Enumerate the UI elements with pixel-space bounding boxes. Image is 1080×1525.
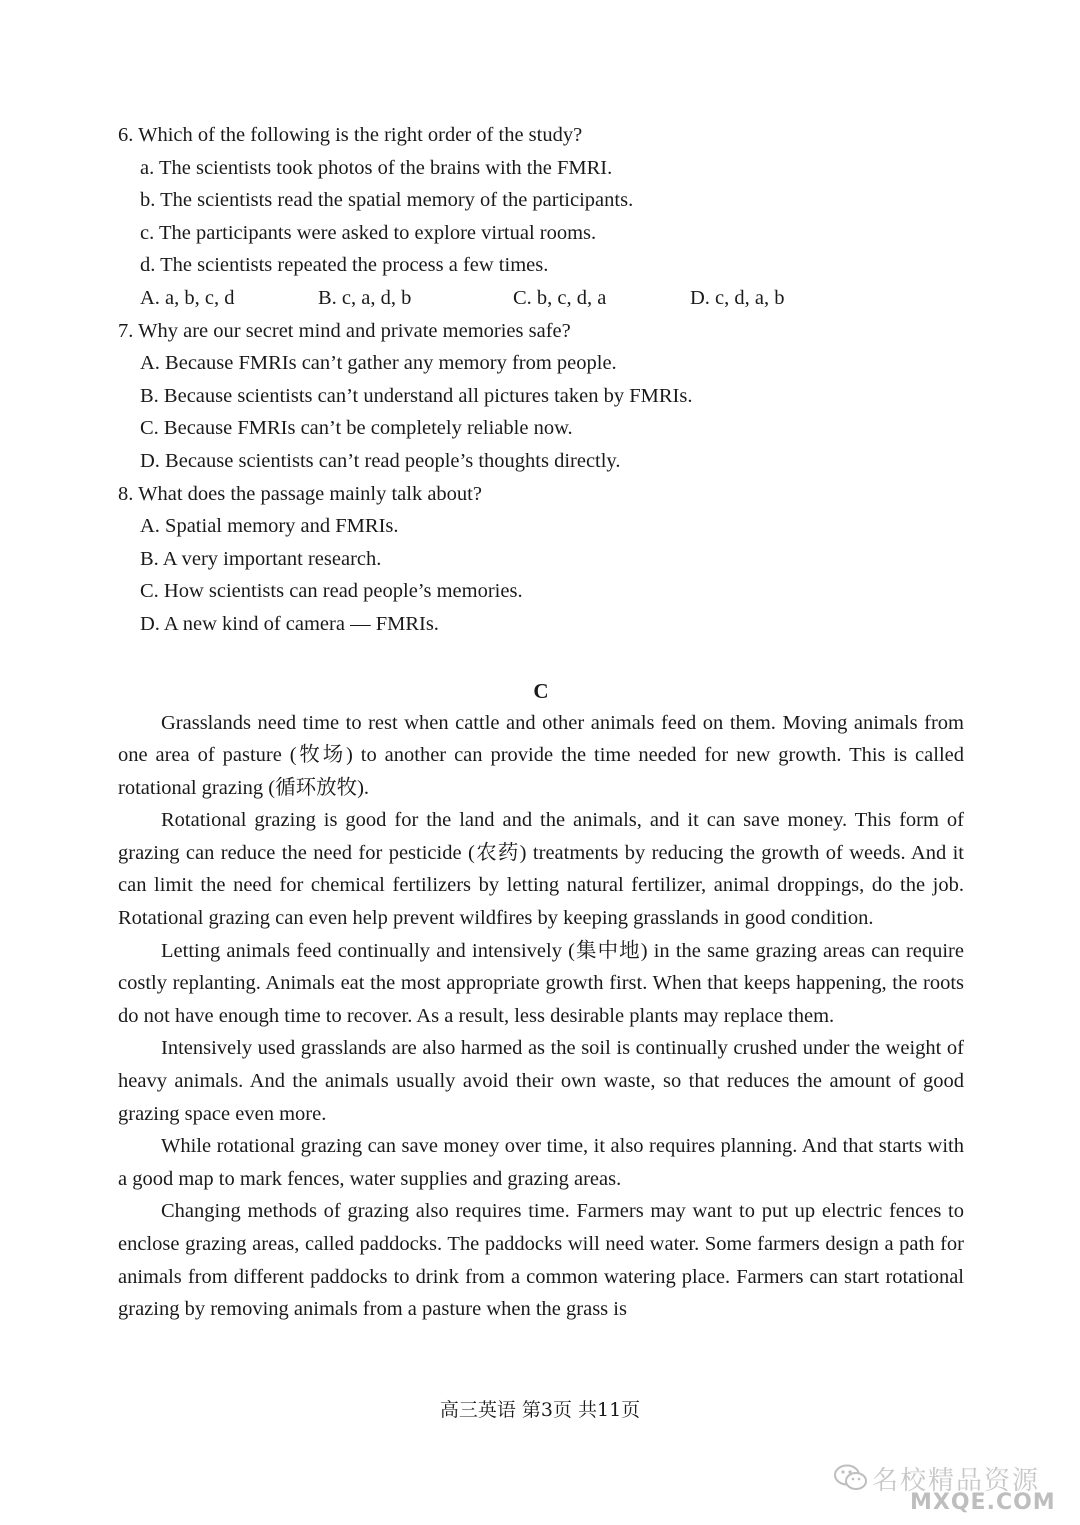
question-8-option-c: C. How scientists can read people’s memories. (140, 580, 523, 603)
watermark-site: MXQE.COM (910, 1490, 1056, 1515)
question-7-option-c: C. Because FMRIs can’t be completely reliable now. (140, 417, 573, 440)
question-6-choice-a: A. a, b, c, d (140, 286, 235, 309)
page-footer: 高三英语 第3页 共11页 (439, 1399, 641, 1421)
section-c-paragraph-3: Letting animals feed continually and intensively (集中地) in the same grazing areas can require costly replanting. Animals eat the most appropriate growth first. When that keeps happening, the roots do not have enough time to recover. As a result, less desirable plants may replace them. (118, 939, 964, 1027)
question-8-option-b: B. A very important research. (140, 547, 382, 570)
section-c-paragraph-5: While rotational grazing can save money over time, it also requires planning. And that starts with a good map to mark fences, water supplies and grazing areas. (118, 1135, 964, 1190)
question-7-option-b: B. Because scientists can’t understand all pictures taken by FMRIs. (140, 384, 693, 407)
question-6-stem: 6. Which of the following is the right order of the study? (118, 124, 583, 146)
question-8-option-d: D. A new kind of camera — FMRIs. (140, 612, 439, 635)
section-c-paragraph-4: Intensively used grasslands are also harmed as the soil is continually crushed under the weight of heavy animals. And the animals usually avoid their own waste, so that reduces the amount of good grazing space even more. (118, 1037, 964, 1125)
section-c-paragraph-1: Grasslands need time to rest when cattle and other animals feed on them. Moving animals from one area of pasture (牧场) to another can provide the time needed for new growth. This is called rotational grazing (循环放牧). (118, 711, 964, 799)
question-6-item-c: c. The participants were asked to explore virtual rooms. (140, 221, 597, 244)
wechat-icon (834, 1464, 868, 1497)
question-7-option-d: D. Because scientists can’t read people’s thoughts directly. (140, 449, 621, 472)
question-7-stem: 7. Why are our secret mind and private memories safe? (118, 319, 571, 342)
question-7-option-a: A. Because FMRIs can’t gather any memory from people. (140, 352, 617, 375)
question-6-choice-d: D. c, d, a, b (690, 286, 785, 309)
question-6-item-a: a. The scientists took photos of the brains with the FMRI. (140, 156, 613, 179)
exam-page (118, 119, 964, 1326)
question-6-choices (118, 282, 964, 315)
section-c-paragraph-2: Rotational grazing is good for the land and the animals, and it can save money. This form of grazing can reduce the need for pesticide (农药) treatments by reducing the growth of weeds. And it can limit the need for chemical fertilizers by letting natural fertilizer, animal droppings, do the job. Rotational grazing can even help prevent wildfires by keeping grasslands in good condition. (118, 809, 964, 930)
question-6-choice-b: B. c, a, d, b (318, 286, 412, 309)
question-6-choice-c: C. b, c, d, a (513, 286, 607, 309)
question-6-item-b: b. The scientists read the spatial memory of the participants. (140, 189, 634, 212)
section-c-paragraph-6: Changing methods of grazing also requires time. Farmers may want to put up electric fences to enclose grazing areas, called paddocks. The paddocks will need water. Some farmers design a path for animals from different paddocks to drink from a common watering place. Farmers can start rotational grazing by removing animals from a pasture when the grass is (118, 1200, 964, 1321)
section-c-title: C (533, 678, 549, 703)
watermark-text: 名校精品资源 (872, 1466, 1041, 1496)
question-8-option-a: A. Spatial memory and FMRIs. (140, 515, 399, 538)
watermark (812, 1438, 1062, 1518)
question-6-item-d: d. The scientists repeated the process a few times. (140, 254, 549, 277)
question-8-stem: 8. What does the passage mainly talk about? (118, 482, 482, 505)
